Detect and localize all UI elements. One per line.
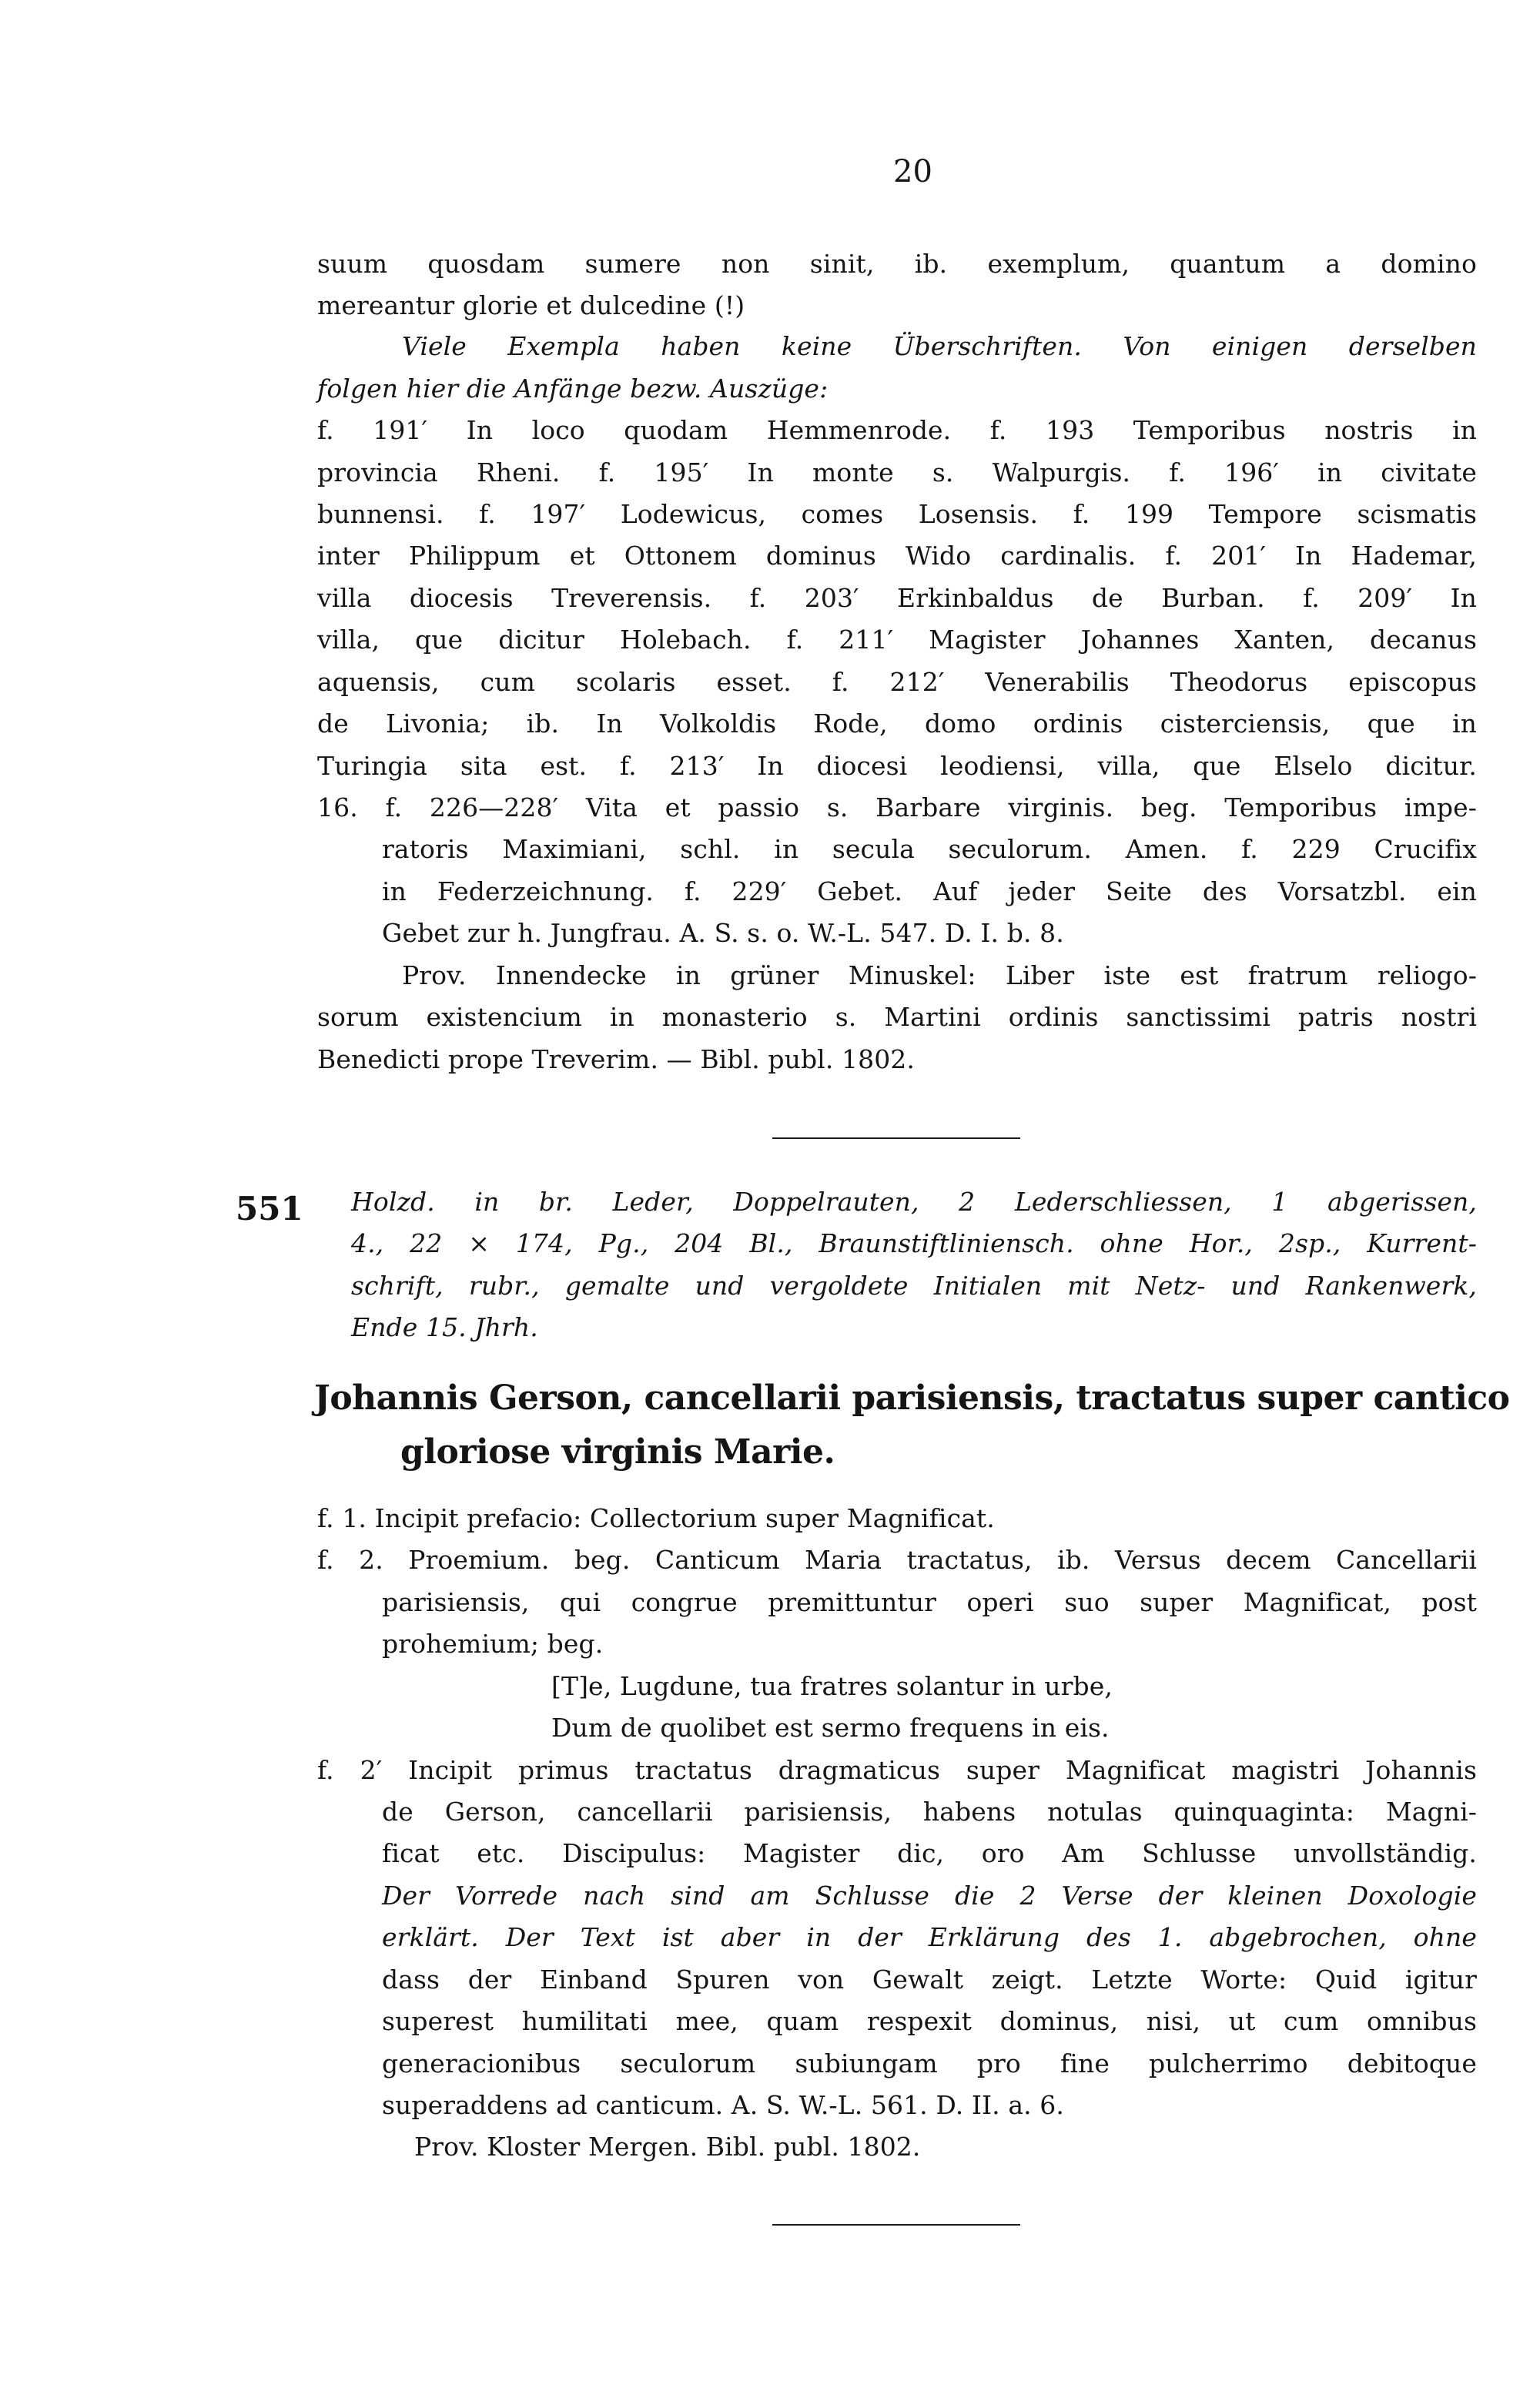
page-number: 20 [893,154,932,189]
text-line: Viele Exempla haben keine Überschriften. Von einigen derselben [402,331,1477,361]
text-line: ratoris Maximiani, schl. in secula seculorum. Amen. f. 229 Crucifix [382,834,1477,864]
text-line: villa diocesis Treverensis. f. 203′ Erkinbaldus de Burban. f. 209′ In [317,583,1477,613]
verse-line: Dum de quolibet est sermo frequens in eis. [551,1713,1110,1743]
text-line: Prov. Kloster Mergen. Bibl. publ. 1802. [414,2132,921,2162]
text-line: folgen hier die Anfänge bezw. Auszüge: [317,373,829,404]
text-line: de Gerson, cancellarii parisiensis, habens notulas quinquaginta: Magni- [382,1797,1477,1827]
text-line: mereantur glorie et dulcedine (!) [317,290,745,320]
text-line: bunnensi. f. 197′ Lodewicus, comes Losensis. f. 199 Tempore scismatis [317,499,1477,529]
description-line: schrift, rubr., gemalte und vergoldete Initialen mit Netz- und Rankenwerk, [351,1271,1477,1301]
text-line: ficat etc. Discipulus: Magister dic, oro Am Schlusse unvollständig. [382,1838,1477,1868]
text-line: aquensis, cum scolaris esset. f. 212′ Venerabilis Theodorus episcopus [317,667,1477,697]
text-line: inter Philippum et Ottonem dominus Wido cardinalis. f. 201′ In Hademar, [317,541,1477,571]
description-line: 4., 22 × 174, Pg., 204 Bl., Braunstiftliniensch. ohne Hor., 2sp., Kurrent- [351,1228,1477,1258]
text-line: suum quosdam sumere non sinit, ib. exemplum, quantum a domino [317,249,1477,279]
text-line: Turingia sita est. f. 213′ In diocesi leodiensi, villa, que Elselo dicitur. [317,751,1477,781]
text-line: de Livonia; ib. In Volkoldis Rode, domo ordinis cisterciensis, que in [317,708,1477,739]
entry-title: Johannis Gerson, cancellarii parisiensis, tractatus super cantico [314,1378,1510,1418]
entry-number: 551 [236,1190,303,1228]
text-line: Prov. Innendecke in grüner Minuskel: Liber iste est fratrum reliogo- [402,960,1477,990]
text-line: generacionibus seculorum subiungam pro fine pulcherrimo debitoque [382,2048,1477,2078]
text-line: f. 1. Incipit prefacio: Collectorium super Magnificat. [317,1503,995,1533]
text-line: dass der Einband Spuren von Gewalt zeigt. Letzte Worte: Quid igitur [382,1965,1477,1995]
text-line: prohemium; beg. [382,1629,604,1659]
text-line: erklärt. Der Text ist aber in der Erklärung des 1. abgebrochen, ohne [382,1922,1477,1952]
text-line: sorum existencium in monasterio s. Martini ordinis sanctissimi patris nostri [317,1002,1477,1032]
text-line: superest humilitati mee, quam respexit dominus, nisi, ut cum omnibus [382,2006,1477,2036]
text-line: Gebet zur h. Jungfrau. A. S. s. o. W.-L. 547. D. I. b. 8. [382,918,1064,948]
entry-title: gloriose virginis Marie. [400,1432,835,1472]
description-line: Holzd. in br. Leder, Doppelrauten, 2 Lederschliessen, 1 abgerissen, [351,1187,1477,1217]
verse-line: [T]e, Lugdune, tua fratres solantur in urbe, [551,1671,1113,1701]
text-line: villa, que dicitur Holebach. f. 211′ Magister Johannes Xanten, decanus [317,625,1477,655]
section-divider [772,2224,1020,2226]
text-line: superaddens ad canticum. A. S. W.-L. 561. D. II. a. 6. [382,2090,1064,2120]
text-line: 16. f. 226—228′ Vita et passio s. Barbare virginis. beg. Temporibus impe- [317,792,1477,822]
text-line: parisiensis, qui congrue premittuntur operi suo super Magnificat, post [382,1587,1477,1617]
text-line: Benedicti prope Treverim. — Bibl. publ. 1802. [317,1044,915,1074]
text-line: f. 2′ Incipit primus tractatus dragmaticus super Magnificat magistri Johannis [317,1755,1477,1785]
text-line: Der Vorrede nach sind am Schlusse die 2 Verse der kleinen Doxologie [382,1881,1477,1911]
text-line: provincia Rheni. f. 195′ In monte s. Walpurgis. f. 196′ in civitate [317,457,1477,487]
text-line: f. 191′ In loco quodam Hemmenrode. f. 193 Temporibus nostris in [317,415,1477,445]
text-line: in Federzeichnung. f. 229′ Gebet. Auf jeder Seite des Vorsatzbl. ein [382,876,1477,906]
description-line: Ende 15. Jhrh. [351,1312,538,1342]
section-divider [772,1137,1020,1139]
text-line: f. 2. Proemium. beg. Canticum Maria tractatus, ib. Versus decem Cancellarii [317,1545,1477,1575]
